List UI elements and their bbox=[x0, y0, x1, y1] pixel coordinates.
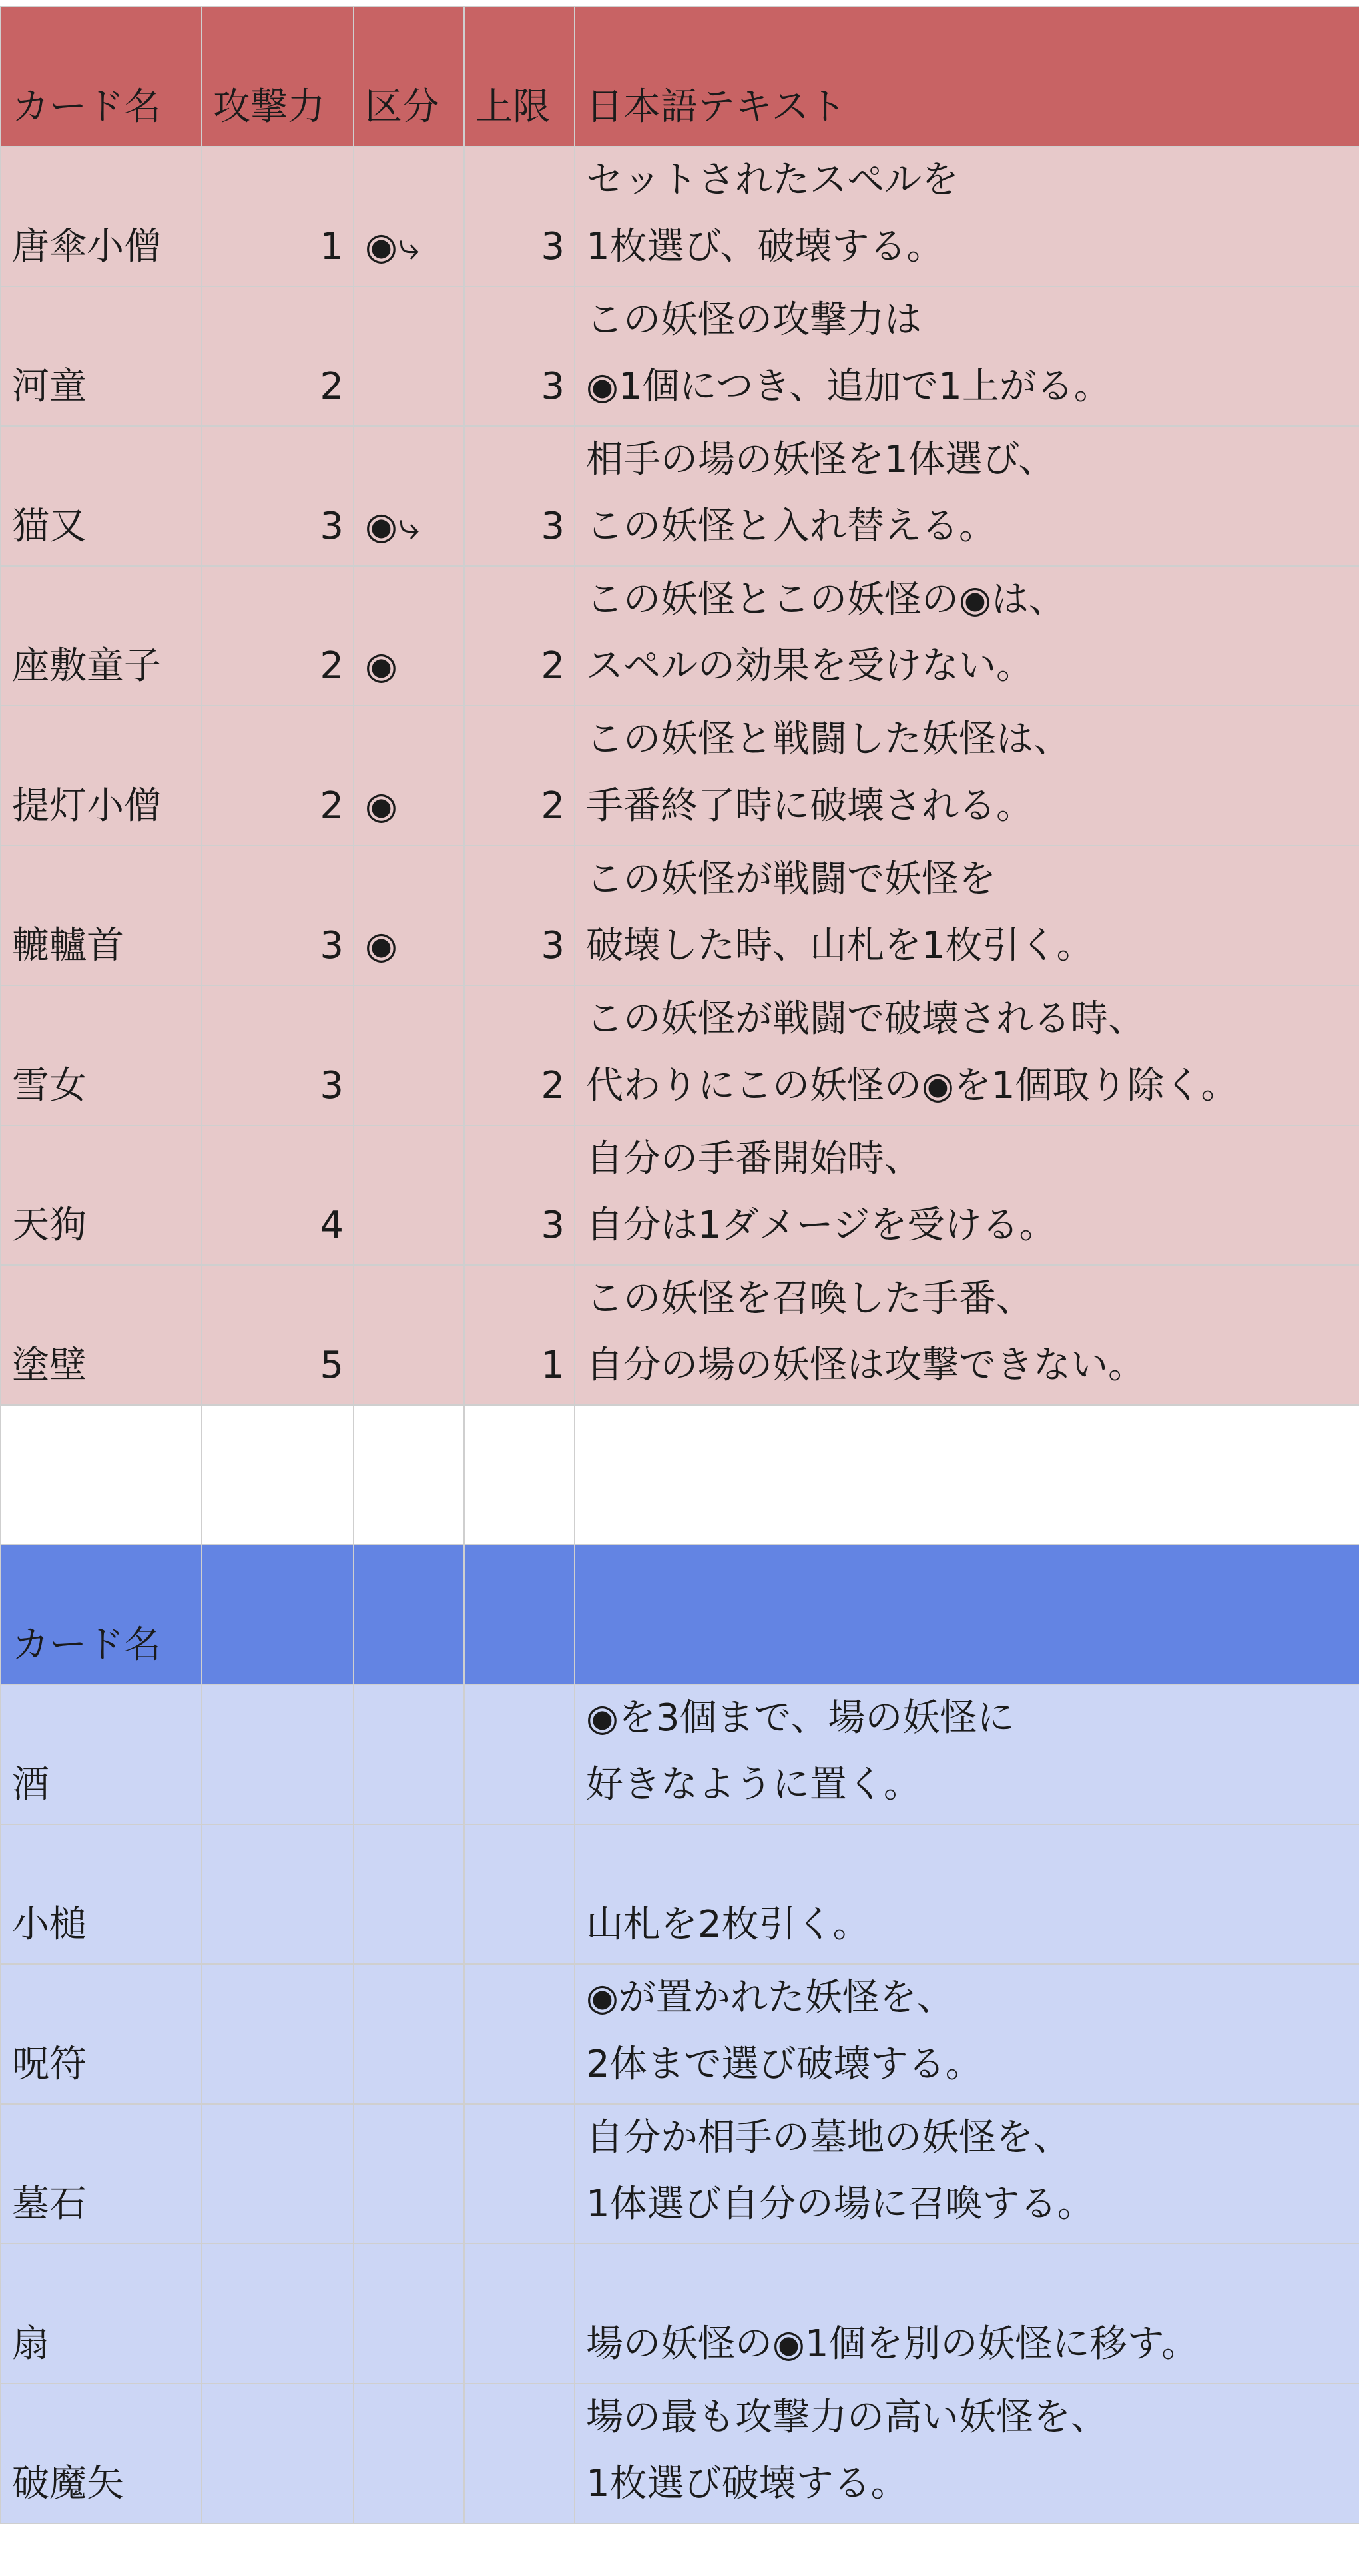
header-attack[interactable]: 攻撃力 bbox=[202, 7, 354, 146]
cell-card-name[interactable]: 河童 bbox=[1, 286, 202, 426]
yokai-row bbox=[1, 985, 1359, 1125]
header-card-name[interactable]: カード名 bbox=[1, 7, 202, 146]
empty-cell[interactable] bbox=[464, 1684, 575, 1824]
cell-card-text[interactable] bbox=[575, 566, 1359, 706]
cell-limit[interactable]: 2 bbox=[464, 566, 575, 706]
cell-card-name[interactable]: 破魔矢 bbox=[1, 2384, 202, 2523]
spell-row bbox=[1, 2244, 1359, 2384]
empty-cell[interactable] bbox=[464, 1964, 575, 2104]
header-limit[interactable]: 上限 bbox=[464, 7, 575, 146]
card-text-line-2: 2体まで選び破壊する。 bbox=[586, 2043, 983, 2086]
card-text-line-2: スペルの効果を受けない。 bbox=[586, 644, 1033, 688]
cell-card-name[interactable]: 天狗 bbox=[1, 1125, 202, 1265]
cell-card-name[interactable]: 唐傘小僧 bbox=[1, 146, 202, 286]
empty-header-cell[interactable] bbox=[202, 1545, 354, 1684]
card-text-line-1: この妖怪が戦闘で妖怪を bbox=[586, 858, 996, 901]
empty-cell[interactable] bbox=[464, 1405, 575, 1545]
yokai-row bbox=[1, 566, 1359, 706]
cell-card-text[interactable] bbox=[575, 1265, 1359, 1405]
cell-card-text[interactable] bbox=[575, 146, 1359, 286]
cell-limit[interactable]: 3 bbox=[464, 426, 575, 566]
header-card-name[interactable]: カード名 bbox=[1, 1545, 202, 1684]
cell-limit[interactable]: 3 bbox=[464, 846, 575, 985]
spell-row bbox=[1, 1964, 1359, 2104]
cell-kind[interactable]: ◉ bbox=[354, 846, 464, 985]
yokai-row bbox=[1, 1265, 1359, 1405]
empty-cell[interactable] bbox=[354, 1824, 464, 1964]
cell-kind[interactable]: ◉ bbox=[354, 706, 464, 846]
card-text-line-1: この妖怪とこの妖怪の◉は、 bbox=[586, 578, 1066, 621]
cell-card-text[interactable] bbox=[575, 846, 1359, 985]
empty-cell[interactable] bbox=[354, 1405, 464, 1545]
empty-cell[interactable] bbox=[354, 1964, 464, 2104]
card-text-line-2: 山札を2枚引く。 bbox=[586, 1903, 870, 1946]
card-text-line-1: ◉が置かれた妖怪を、 bbox=[586, 1976, 954, 2019]
cell-card-name[interactable]: 猫又 bbox=[1, 426, 202, 566]
cell-attack[interactable]: 3 bbox=[202, 846, 354, 985]
spell-row bbox=[1, 1684, 1359, 1824]
cell-card-text[interactable] bbox=[575, 426, 1359, 566]
empty-cell[interactable] bbox=[202, 2384, 354, 2523]
empty-cell[interactable] bbox=[464, 2384, 575, 2523]
empty-cell[interactable] bbox=[202, 1684, 354, 1824]
card-text-line-2: 場の妖怪の◉1個を別の妖怪に移す。 bbox=[586, 2322, 1199, 2366]
yokai-row bbox=[1, 706, 1359, 846]
empty-cell[interactable] bbox=[464, 1824, 575, 1964]
cell-card-name[interactable]: 小槌 bbox=[1, 1824, 202, 1964]
cell-attack[interactable]: 2 bbox=[202, 566, 354, 706]
cell-attack[interactable]: 3 bbox=[202, 426, 354, 566]
card-text-line-1: この妖怪の攻撃力は bbox=[586, 298, 922, 342]
card-text-line-1 bbox=[586, 1825, 1350, 1892]
cell-kind[interactable] bbox=[354, 286, 464, 426]
empty-header-cell[interactable] bbox=[354, 1545, 464, 1684]
card-text-line-1: ◉を3個まで、場の妖怪に bbox=[586, 1696, 1015, 1740]
cell-attack[interactable]: 2 bbox=[202, 286, 354, 426]
empty-cell[interactable] bbox=[202, 1964, 354, 2104]
cell-card-text[interactable] bbox=[575, 1964, 1359, 2104]
cell-kind[interactable] bbox=[354, 985, 464, 1125]
cell-card-text[interactable] bbox=[575, 286, 1359, 426]
spell-row bbox=[1, 1824, 1359, 1964]
cell-limit[interactable]: 3 bbox=[464, 146, 575, 286]
card-table bbox=[0, 6, 1359, 2524]
card-text-line-2: 自分の場の妖怪は攻撃できない。 bbox=[586, 1344, 1145, 1387]
empty-cell[interactable] bbox=[354, 2104, 464, 2244]
cell-limit[interactable]: 2 bbox=[464, 706, 575, 846]
card-text-line-2: 1枚選び破壊する。 bbox=[586, 2462, 908, 2505]
cell-card-name[interactable]: 塗壁 bbox=[1, 1265, 202, 1405]
card-text-line-1: 場の最も攻撃力の高い妖怪を、 bbox=[586, 2396, 1108, 2439]
empty-cell[interactable] bbox=[464, 2244, 575, 2384]
cell-attack[interactable]: 3 bbox=[202, 985, 354, 1125]
cell-card-text[interactable] bbox=[575, 2384, 1359, 2523]
card-text-line-1: セットされたスペルを bbox=[586, 158, 959, 202]
cell-card-text[interactable] bbox=[575, 1684, 1359, 1824]
spell-header-row bbox=[1, 1545, 1359, 1684]
cell-card-name[interactable]: 座敷童子 bbox=[1, 566, 202, 706]
cell-kind[interactable]: ◉⤷ bbox=[354, 426, 464, 566]
cell-limit[interactable]: 2 bbox=[464, 985, 575, 1125]
cell-attack[interactable]: 2 bbox=[202, 706, 354, 846]
yokai-row bbox=[1, 286, 1359, 426]
cell-card-name[interactable]: 雪女 bbox=[1, 985, 202, 1125]
cell-card-text[interactable] bbox=[575, 706, 1359, 846]
card-text-line-2: 代わりにこの妖怪の◉を1個取り除く。 bbox=[586, 1064, 1238, 1107]
card-text-line-1: 自分の手番開始時、 bbox=[586, 1137, 922, 1180]
empty-cell[interactable] bbox=[202, 2104, 354, 2244]
cell-kind[interactable]: ◉ bbox=[354, 566, 464, 706]
empty-cell[interactable] bbox=[354, 2384, 464, 2523]
card-text-line-1: 自分か相手の墓地の妖怪を、 bbox=[586, 2116, 1071, 2159]
blank-row bbox=[1, 1405, 1359, 1545]
empty-cell[interactable] bbox=[354, 1684, 464, 1824]
cell-card-text[interactable] bbox=[575, 985, 1359, 1125]
empty-cell[interactable] bbox=[354, 2244, 464, 2384]
card-text-line-2: 手番終了時に破壊される。 bbox=[586, 784, 1033, 828]
card-text-line-2: 破壊した時、山札を1枚引く。 bbox=[586, 924, 1094, 967]
cell-card-text[interactable] bbox=[575, 1824, 1359, 1964]
yokai-row bbox=[1, 426, 1359, 566]
cell-attack[interactable]: 1 bbox=[202, 146, 354, 286]
spell-row bbox=[1, 2384, 1359, 2523]
card-text-line-1: この妖怪と戦闘した妖怪は、 bbox=[586, 718, 1071, 761]
card-text-line-1: 相手の場の妖怪を1体選び、 bbox=[586, 438, 1056, 481]
spell-row bbox=[1, 2104, 1359, 2244]
card-text-line-1: この妖怪を召喚した手番、 bbox=[586, 1277, 1033, 1320]
cell-card-text[interactable] bbox=[575, 1125, 1359, 1265]
yokai-row bbox=[1, 846, 1359, 985]
empty-cell[interactable] bbox=[202, 1824, 354, 1964]
empty-cell[interactable] bbox=[464, 2104, 575, 2244]
cell-card-text[interactable] bbox=[575, 2244, 1359, 2384]
empty-cell[interactable] bbox=[575, 1405, 1359, 1545]
empty-header-cell[interactable] bbox=[464, 1545, 575, 1684]
cell-attack[interactable]: 4 bbox=[202, 1125, 354, 1265]
cell-card-name[interactable]: 轆轤首 bbox=[1, 846, 202, 985]
cell-limit[interactable]: 1 bbox=[464, 1265, 575, 1405]
cell-card-name[interactable]: 墓石 bbox=[1, 2104, 202, 2244]
card-text-line-2: 好きなように置く。 bbox=[586, 1763, 921, 1806]
cell-limit[interactable]: 3 bbox=[464, 286, 575, 426]
cell-kind[interactable] bbox=[354, 1265, 464, 1405]
empty-cell[interactable] bbox=[202, 2244, 354, 2384]
cell-card-name[interactable]: 扇 bbox=[1, 2244, 202, 2384]
cell-card-name[interactable]: 提灯小僧 bbox=[1, 706, 202, 846]
card-text-line-2: 1体選び自分の場に召喚する。 bbox=[586, 2183, 1095, 2226]
cell-card-text[interactable] bbox=[575, 2104, 1359, 2244]
cell-kind[interactable] bbox=[354, 1125, 464, 1265]
cell-kind[interactable]: ◉⤷ bbox=[354, 146, 464, 286]
card-text-line-2: 1枚選び、破壊する。 bbox=[586, 225, 944, 268]
header-text[interactable]: 日本語テキスト bbox=[575, 7, 1359, 146]
card-text-line-1 bbox=[586, 2244, 1350, 2311]
cell-card-name[interactable]: 呪符 bbox=[1, 1964, 202, 2104]
cell-card-name[interactable]: 酒 bbox=[1, 1684, 202, 1824]
card-text-line-2: 自分は1ダメージを受ける。 bbox=[586, 1204, 1057, 1247]
empty-cell[interactable] bbox=[1, 1405, 202, 1545]
empty-header-cell[interactable] bbox=[575, 1545, 1359, 1684]
yokai-row bbox=[1, 1125, 1359, 1265]
card-text-line-2: ◉1個につき、追加で1上がる。 bbox=[586, 365, 1111, 408]
yokai-header-row bbox=[1, 7, 1359, 146]
yokai-row bbox=[1, 146, 1359, 286]
header-kind[interactable]: 区分 bbox=[354, 7, 464, 146]
empty-cell[interactable] bbox=[202, 1405, 354, 1545]
card-text-line-1: この妖怪が戦闘で破壊される時、 bbox=[586, 997, 1145, 1041]
cell-limit[interactable]: 3 bbox=[464, 1125, 575, 1265]
card-text-line-2: この妖怪と入れ替える。 bbox=[586, 505, 996, 548]
cell-attack[interactable]: 5 bbox=[202, 1265, 354, 1405]
